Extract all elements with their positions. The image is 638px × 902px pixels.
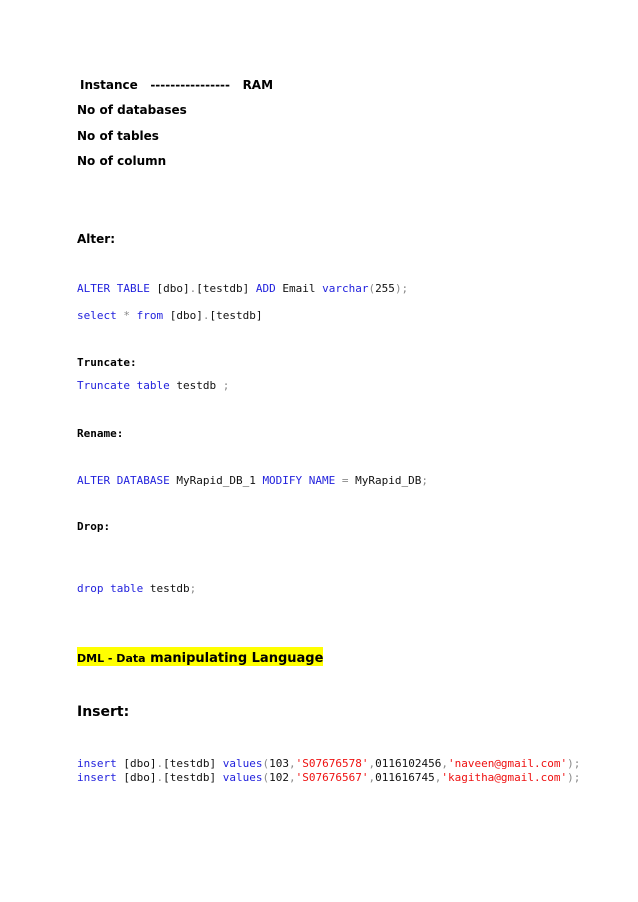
databases-label: No of databases	[77, 103, 187, 117]
sql-text: [dbo]	[116, 757, 157, 770]
sql-keyword: Truncate	[77, 379, 130, 392]
dml-label: DML - Data	[77, 652, 146, 665]
sql-operator: ,	[288, 757, 296, 770]
tables-label: No of tables	[77, 129, 159, 143]
select-statement	[77, 309, 262, 322]
sql-keyword: ALTER DATABASE	[77, 474, 170, 487]
sql-text: [testdb]	[209, 309, 263, 322]
sql-keyword: table	[136, 379, 170, 392]
sql-keyword: select	[77, 309, 117, 322]
sql-text: 255	[375, 282, 395, 295]
alter-heading: Alter:	[77, 232, 115, 246]
sql-operator: ;	[421, 474, 429, 487]
sql-text: [dbo]	[116, 771, 157, 784]
alter-table-statement	[77, 282, 408, 295]
sql-space	[130, 379, 137, 392]
sql-text: 102	[269, 771, 289, 784]
sql-keyword: insert	[77, 757, 117, 770]
sql-string: 'S07676567'	[295, 771, 369, 784]
sql-operator: ,	[368, 771, 376, 784]
sql-text: testdb	[169, 379, 223, 392]
sql-operator: ;	[189, 582, 197, 595]
insert-statement	[77, 757, 580, 770]
sql-keyword: insert	[77, 771, 117, 784]
sql-string: 'S07676578'	[295, 757, 369, 770]
sql-keyword: MODIFY NAME	[262, 474, 336, 487]
sql-keyword: ALTER TABLE	[77, 282, 150, 295]
sql-operator: .	[156, 771, 164, 784]
sql-text: Email	[275, 282, 323, 295]
rename-statement	[77, 474, 428, 487]
dml-title: manipulating Language	[145, 651, 324, 666]
sql-operator: (	[262, 757, 270, 770]
sql-operator: ,	[368, 757, 376, 770]
sql-operator: .	[156, 757, 164, 770]
drop-heading: Drop:	[77, 520, 111, 533]
sql-operator: (	[262, 771, 270, 784]
sql-keyword: values	[222, 771, 263, 784]
sql-text: testdb	[143, 582, 190, 595]
sql-text: [dbo]	[163, 309, 203, 322]
sql-operator: .	[189, 282, 197, 295]
sql-operator: );	[394, 282, 409, 295]
drop-statement	[77, 582, 196, 595]
sql-text: MyRapid_DB	[355, 474, 422, 487]
sql-text: [testdb]	[163, 757, 223, 770]
truncate-heading: Truncate:	[77, 356, 137, 369]
insert-statement	[77, 771, 580, 784]
insert-heading: Insert:	[77, 704, 130, 720]
sql-text: 011616745	[375, 771, 435, 784]
sql-operator: ,	[441, 757, 448, 770]
ram-label: RAM	[242, 78, 274, 92]
sql-text: [testdb]	[163, 771, 223, 784]
rename-heading: Rename:	[77, 427, 124, 440]
truncate-statement	[77, 379, 229, 392]
sql-operator: );	[567, 757, 581, 770]
sql-operator: *	[116, 309, 137, 322]
sql-text: MyRapid_DB_1	[169, 474, 263, 487]
columns-label: No of column	[77, 154, 167, 168]
sql-text: 0116102456	[375, 757, 442, 770]
sql-operator: .	[202, 309, 210, 322]
dash-separator: ----------------	[150, 78, 231, 92]
sql-operator: ,	[288, 771, 296, 784]
sql-operator: );	[567, 771, 581, 784]
sql-text: [dbo]	[149, 282, 190, 295]
sql-operator: =	[335, 474, 356, 487]
sql-string: 'kagitha@gmail.com'	[441, 771, 568, 784]
sql-operator: ;	[222, 379, 230, 392]
sql-keyword: drop	[77, 582, 104, 595]
instance-ram-line	[80, 78, 273, 92]
instance-label: Instance	[80, 78, 138, 92]
sql-keyword: from	[136, 309, 164, 322]
sql-operator: ,	[434, 771, 442, 784]
sql-text: [testdb]	[196, 282, 256, 295]
sql-text: 103	[269, 757, 289, 770]
sql-keyword: varchar	[322, 282, 369, 295]
dml-heading	[77, 647, 323, 666]
sql-operator: (	[368, 282, 376, 295]
sql-keyword: table	[110, 582, 144, 595]
sql-string: 'naveen@gmail.com'	[447, 757, 568, 770]
sql-keyword: values	[222, 757, 263, 770]
sql-keyword: ADD	[255, 282, 276, 295]
